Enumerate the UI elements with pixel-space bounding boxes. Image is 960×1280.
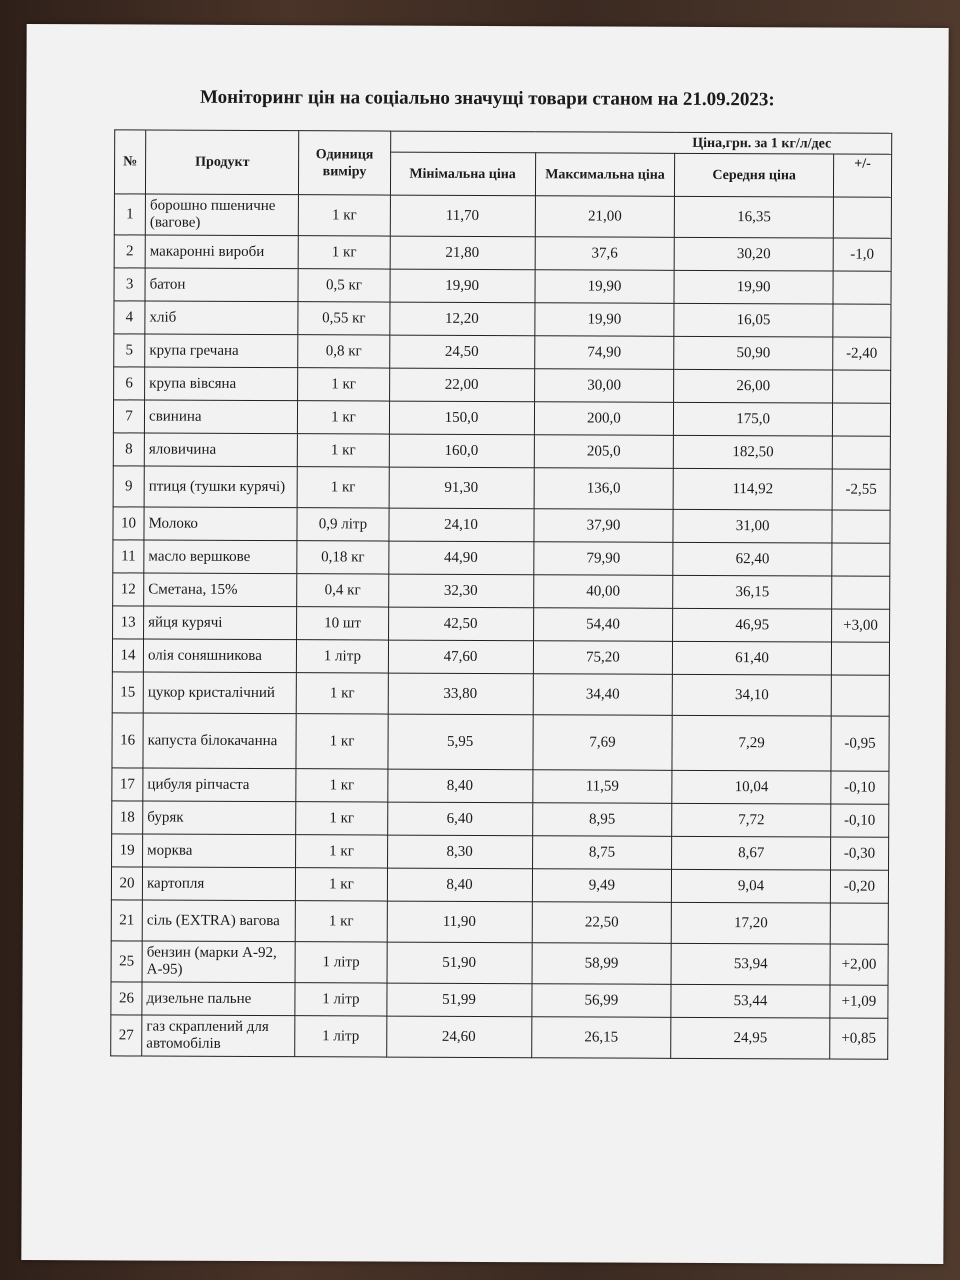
table-row — [113, 433, 890, 469]
avg-price: 182,50 — [674, 435, 833, 469]
table-row — [112, 713, 889, 771]
avg-price: 53,94 — [671, 943, 830, 985]
max-price: 54,40 — [533, 608, 673, 642]
price-change — [832, 543, 890, 576]
avg-price: 175,0 — [674, 402, 833, 436]
min-price: 8,40 — [387, 868, 532, 902]
min-price: 11,90 — [387, 901, 532, 943]
price-change — [832, 436, 890, 469]
unit-of-measure: 1 кг — [296, 868, 387, 901]
product-name: морква — [143, 834, 296, 868]
max-price: 205,0 — [534, 435, 674, 469]
row-number: 4 — [114, 301, 145, 334]
avg-price: 53,44 — [671, 984, 830, 1018]
table-row — [112, 834, 889, 870]
min-price: 160,0 — [389, 434, 534, 468]
header-min-price: Мінімальна ціна — [390, 152, 535, 196]
table-row — [111, 900, 888, 944]
min-price: 11,70 — [390, 195, 535, 237]
row-number: 12 — [113, 573, 144, 606]
min-price: 33,80 — [388, 673, 533, 715]
unit-of-measure: 1 кг — [296, 835, 387, 868]
price-change: -0,30 — [830, 837, 888, 870]
product-name: капуста білокачанна — [143, 713, 297, 769]
table-row — [113, 466, 890, 510]
product-name: хліб — [145, 301, 298, 335]
price-change — [832, 510, 890, 543]
row-number: 6 — [114, 367, 145, 400]
header-product: Продукт — [146, 130, 300, 195]
avg-price: 16,35 — [675, 196, 834, 238]
min-price: 22,00 — [389, 368, 534, 402]
row-number: 26 — [111, 982, 142, 1015]
max-price: 56,99 — [531, 984, 671, 1018]
price-change: -0,20 — [830, 870, 888, 903]
avg-price: 62,40 — [673, 542, 832, 576]
avg-price: 61,40 — [673, 641, 832, 675]
table-row — [112, 801, 889, 837]
price-change — [831, 675, 889, 716]
table-row — [113, 540, 890, 576]
product-name: цибуля ріпчаста — [143, 768, 296, 802]
min-price: 8,40 — [387, 769, 532, 803]
avg-price: 46,95 — [673, 608, 832, 642]
row-number: 5 — [114, 334, 145, 367]
unit-of-measure: 1 кг — [296, 802, 387, 835]
min-price: 51,90 — [387, 942, 532, 984]
avg-price: 24,95 — [671, 1017, 830, 1059]
price-change: -0,95 — [831, 716, 889, 771]
avg-price: 10,04 — [672, 770, 831, 804]
unit-of-measure: 1 кг — [297, 467, 388, 508]
product-name: батон — [145, 268, 298, 302]
unit-of-measure: 1 літр — [295, 942, 386, 983]
document-title: Моніторинг цін на соціально значущі товари станом на 21.09.2023: — [199, 86, 775, 111]
product-name: буряк — [143, 801, 296, 835]
price-change: +2,00 — [830, 944, 888, 985]
avg-price: 19,90 — [674, 270, 833, 304]
header-avg-price: Середня ціна — [675, 153, 834, 197]
min-price: 91,30 — [389, 467, 534, 509]
product-name: птиця (тушки курячі) — [144, 466, 297, 508]
table-row — [112, 672, 889, 716]
min-price: 8,30 — [387, 835, 532, 869]
row-number: 7 — [113, 400, 144, 433]
row-number: 13 — [113, 606, 144, 639]
table-row — [114, 301, 891, 337]
price-change: -0,10 — [831, 804, 889, 837]
min-price: 24,10 — [388, 508, 533, 542]
max-price: 26,15 — [531, 1017, 671, 1059]
product-name: свинина — [144, 400, 297, 434]
row-number: 3 — [114, 268, 145, 301]
avg-price: 31,00 — [673, 509, 832, 543]
price-change: -1,0 — [833, 238, 891, 271]
product-name: яйця курячі — [144, 606, 297, 640]
unit-of-measure: 1 кг — [297, 673, 388, 714]
unit-of-measure: 0,4 кг — [297, 574, 388, 607]
row-number: 25 — [111, 941, 142, 982]
price-change — [833, 197, 891, 238]
avg-price: 34,10 — [673, 674, 832, 716]
min-price: 32,30 — [388, 574, 533, 608]
table-row — [112, 639, 889, 675]
min-price: 150,0 — [389, 401, 534, 435]
row-number: 1 — [114, 194, 145, 235]
price-change — [830, 903, 888, 944]
unit-of-measure: 1 кг — [299, 195, 390, 236]
min-price: 44,90 — [388, 541, 533, 575]
unit-of-measure: 0,18 кг — [297, 541, 388, 574]
unit-of-measure: 0,55 кг — [298, 302, 389, 335]
price-change — [832, 576, 890, 609]
price-change: +1,09 — [830, 985, 888, 1018]
avg-price: 114,92 — [673, 468, 832, 510]
unit-of-measure: 1 літр — [295, 1016, 386, 1057]
max-price: 11,59 — [532, 770, 672, 804]
table-row — [112, 768, 889, 804]
table-row — [111, 941, 888, 985]
header-unit: Одиниця виміру — [299, 131, 390, 195]
table-row — [114, 268, 891, 304]
min-price: 19,90 — [390, 269, 535, 303]
row-number: 19 — [112, 834, 143, 867]
table-row — [113, 400, 890, 436]
min-price: 47,60 — [388, 640, 533, 674]
avg-price: 26,00 — [674, 369, 833, 403]
max-price: 136,0 — [534, 468, 674, 510]
unit-of-measure: 10 шт — [297, 607, 388, 640]
table-row — [114, 235, 891, 271]
max-price: 37,90 — [533, 509, 673, 543]
product-name: борошно пшеничне (вагове) — [145, 194, 298, 236]
max-price: 8,75 — [532, 836, 672, 870]
min-price: 24,50 — [389, 335, 534, 369]
document-page — [21, 24, 948, 1264]
min-price: 21,80 — [390, 236, 535, 270]
max-price: 37,6 — [535, 237, 675, 271]
row-number: 21 — [111, 900, 142, 941]
table-row — [111, 867, 888, 903]
price-change: -0,10 — [831, 771, 889, 804]
price-change — [833, 271, 891, 304]
product-name: масло вершкове — [144, 540, 297, 574]
product-name: яловичина — [144, 433, 297, 467]
table-row — [113, 606, 890, 642]
table-row — [114, 194, 891, 238]
unit-of-measure: 1 кг — [296, 714, 387, 769]
price-change: -2,55 — [832, 469, 890, 510]
header-row-top — [115, 130, 892, 154]
row-number: 11 — [113, 540, 144, 573]
max-price: 40,00 — [533, 575, 673, 609]
price-change — [832, 370, 890, 403]
table-row — [111, 982, 888, 1018]
min-price: 5,95 — [387, 714, 532, 770]
avg-price: 8,67 — [672, 836, 831, 870]
max-price: 79,90 — [533, 542, 673, 576]
product-name: Сметана, 15% — [144, 573, 297, 607]
price-change — [832, 403, 890, 436]
unit-of-measure: 1 літр — [297, 640, 388, 673]
avg-price: 50,90 — [674, 336, 833, 370]
price-change — [833, 304, 891, 337]
unit-of-measure: 1 кг — [296, 769, 387, 802]
header-num: № — [114, 130, 145, 194]
max-price: 9,49 — [532, 869, 672, 903]
table-body — [111, 194, 892, 1059]
price-change: +3,00 — [831, 609, 889, 642]
unit-of-measure: 0,8 кг — [298, 335, 389, 368]
product-name: картопля — [142, 867, 295, 901]
unit-of-measure: 1 кг — [298, 434, 389, 467]
avg-price: 36,15 — [673, 575, 832, 609]
unit-of-measure: 1 літр — [295, 983, 386, 1016]
min-price: 12,20 — [389, 302, 534, 336]
product-name: крупа гречана — [145, 334, 298, 368]
row-number: 10 — [113, 507, 144, 540]
unit-of-measure: 1 кг — [299, 236, 390, 269]
min-price: 51,99 — [386, 983, 531, 1017]
avg-price: 17,20 — [672, 902, 831, 944]
product-name: крупа вівсяна — [145, 367, 298, 401]
row-number: 15 — [112, 672, 143, 713]
row-number: 9 — [113, 466, 144, 507]
table-row — [113, 507, 890, 543]
product-name: газ скраплений для автомобілів — [142, 1015, 295, 1057]
row-number: 17 — [112, 768, 143, 801]
max-price: 74,90 — [534, 336, 674, 370]
max-price: 34,40 — [533, 674, 673, 716]
unit-of-measure: 1 кг — [298, 401, 389, 434]
table-row — [114, 367, 891, 403]
max-price: 8,95 — [532, 803, 672, 837]
unit-of-measure: 0,5 кг — [298, 269, 389, 302]
table-row — [114, 334, 891, 370]
min-price: 6,40 — [387, 802, 532, 836]
price-change — [831, 642, 889, 675]
row-number: 20 — [111, 867, 142, 900]
row-number: 8 — [113, 433, 144, 466]
row-number: 2 — [114, 235, 145, 268]
max-price: 30,00 — [534, 369, 674, 403]
avg-price: 16,05 — [674, 303, 833, 337]
max-price: 7,69 — [532, 715, 672, 771]
product-name: олія соняшникова — [143, 639, 296, 673]
table-row — [113, 573, 890, 609]
price-change: +0,85 — [830, 1018, 888, 1059]
price-monitoring-table — [110, 129, 892, 1059]
product-name: Молоко — [144, 507, 297, 541]
min-price: 24,60 — [386, 1016, 531, 1058]
max-price: 21,00 — [535, 196, 675, 238]
header-max-price: Максимальна ціна — [535, 153, 675, 197]
header-diff: +/- — [833, 154, 891, 197]
table-row — [111, 1015, 888, 1059]
product-name: цукор кристалічний — [143, 672, 296, 714]
row-number: 18 — [112, 801, 143, 834]
product-name: бензин (марки А-92, А-95) — [142, 941, 295, 983]
row-number: 27 — [111, 1015, 142, 1056]
avg-price: 9,04 — [672, 869, 831, 903]
avg-price: 30,20 — [675, 237, 834, 271]
max-price: 19,90 — [535, 270, 675, 304]
max-price: 200,0 — [534, 402, 674, 436]
product-name: сіль (EXTRA) вагова — [142, 900, 295, 942]
row-number: 16 — [112, 713, 143, 768]
max-price: 58,99 — [532, 943, 672, 985]
min-price: 42,50 — [388, 607, 533, 641]
row-number: 14 — [112, 639, 143, 672]
product-name: макаронні вироби — [145, 235, 298, 269]
max-price: 19,90 — [534, 303, 674, 337]
product-name: дизельне пальне — [142, 982, 295, 1016]
unit-of-measure: 1 кг — [296, 901, 387, 942]
max-price: 22,50 — [532, 902, 672, 944]
price-change: -2,40 — [833, 337, 891, 370]
header-price-group: Ціна,грн. за 1 кг/л/дес — [390, 131, 892, 154]
unit-of-measure: 0,9 літр — [297, 508, 388, 541]
avg-price: 7,72 — [672, 803, 831, 837]
max-price: 75,20 — [533, 641, 673, 675]
avg-price: 7,29 — [672, 715, 831, 771]
unit-of-measure: 1 кг — [298, 368, 389, 401]
